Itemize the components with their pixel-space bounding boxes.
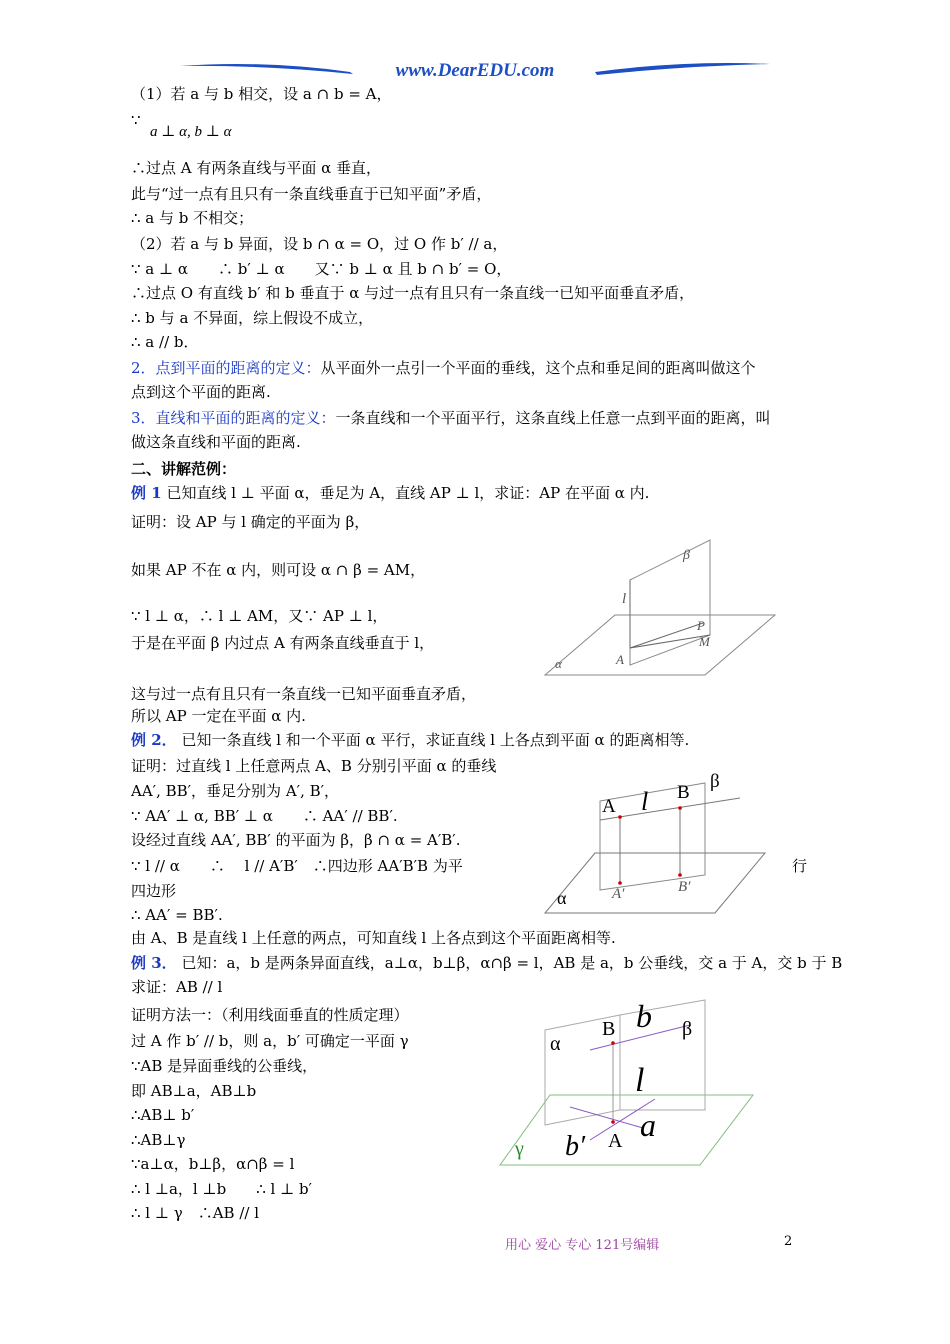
fig2-label-alpha: α xyxy=(557,888,567,908)
fig2-label-B-prime: B′ xyxy=(678,879,691,895)
fig2-label-l: l xyxy=(641,787,649,816)
ex2-proof-7: 四边形 xyxy=(131,882,177,900)
example-1-statement: 已知直线 l ⊥ 平面 α，垂足为 A，直线 AP ⊥ l，求证：AP 在平面 α 内. xyxy=(166,484,650,502)
example-3-goal: 求证：AB // l xyxy=(131,978,223,996)
site-header xyxy=(175,52,775,88)
ex2-proof-5: ∵ l // α ∴ l // A′B′ ∴四边形 AA′B′B 为平 xyxy=(131,857,463,875)
example-3-statement: 已知：a，b 是两条异面直线，a⊥α，b⊥β，α∩β = l，AB 是 a，b 公垂线，交 a 于 A，交 b 于 B xyxy=(181,954,843,972)
proof-line-8: ∵ a ⊥ α ∴ b′ ⊥ α 又∵ b ⊥ α 且 b ∩ b′ = O， xyxy=(131,260,512,278)
example-2 xyxy=(131,730,689,750)
proof-line-3: a ⊥ α, b ⊥ α xyxy=(150,124,232,140)
fig3-label-b-prime: b′ xyxy=(565,1131,586,1162)
figure-1 xyxy=(540,535,780,680)
proof-line-5: 此与“过一点有且只有一条直线垂直于已知平面”矛盾， xyxy=(131,185,492,203)
fig1-label-beta: β xyxy=(683,548,690,563)
proof-line-11: ∴ a // b． xyxy=(131,333,199,351)
fig3-label-l: l xyxy=(635,1062,645,1099)
ex1-proof-5: 这与过一点有且只有一条直线一已知平面垂直矛盾， xyxy=(131,685,477,703)
figure-2 xyxy=(540,765,770,915)
proof-line-2: ∵ xyxy=(131,111,141,129)
ex2-proof-6: 行 xyxy=(792,857,808,875)
ex3-proof-8: ∴ l ⊥a，l ⊥b ∴ l ⊥ b′ xyxy=(131,1180,312,1198)
header-logo-text[interactable]: www.DearEDU.com xyxy=(395,60,555,81)
definition-2-title: 2．点到平面的距离的定义： xyxy=(131,359,321,377)
ex1-proof-3: ∵ l ⊥ α，∴ l ⊥ AM，又∵ AP ⊥ l， xyxy=(131,607,388,625)
fig3-label-gamma: γ xyxy=(515,1138,524,1160)
ex3-proof-5: ∴AB⊥ b′ xyxy=(131,1106,195,1124)
fig2-label-B: B xyxy=(677,782,690,803)
ex3-proof-3: ∵AB 是异面垂线的公垂线， xyxy=(131,1057,318,1075)
ex3-proof-1: 证明方法一：（利用线面垂直的性质定理） xyxy=(131,1006,409,1024)
ex3-proof-4: 即 AB⊥a，AB⊥b xyxy=(131,1082,257,1100)
definition-2-text: 从平面外一点引一个平面的垂线，这个点和垂足间的距离叫做这个 xyxy=(320,359,756,377)
proof-line-4: ∴过点 A 有两条直线与平面 α 垂直， xyxy=(131,159,382,177)
fig3-label-b: b xyxy=(636,998,652,1034)
ex1-proof-2: 如果 AP 不在 α 内，则可设 α ∩ β = AM， xyxy=(131,561,426,579)
fig2-label-A: A xyxy=(602,796,616,817)
fig1-label-l: l xyxy=(622,591,627,607)
definition-3-title: 3．直线和平面的距离的定义： xyxy=(131,409,336,427)
page-number: 2 xyxy=(784,1234,793,1249)
fig2-label-A-prime: A′ xyxy=(612,886,625,902)
fig1-label-A: A xyxy=(616,652,624,667)
proof-line-9: ∴过点 O 有直线 b′ 和 b 垂直于 α 与过一点有且只有一条直线一已知平面垂直矛盾， xyxy=(131,284,695,302)
ex2-proof-9: 由 A、B 是直线 l 上任意的两点，可知直线 l 上各点到这个平面距离相等. xyxy=(131,929,616,947)
ex3-proof-9: ∴ l ⊥ γ ∴AB // l xyxy=(131,1204,260,1222)
ex3-proof-2: 过 A 作 b′ // b，则 a，b′ 可确定一平面 γ xyxy=(131,1032,409,1050)
definition-3 xyxy=(131,408,771,428)
example-3 xyxy=(131,953,842,973)
proof-line-7: （2）若 a 与 b 异面，设 b ∩ α = O，过 O 作 b′ // a， xyxy=(131,235,508,253)
example-1 xyxy=(131,483,649,503)
ex1-proof-4: 于是在平面 β 内过点 A 有两条直线垂直于 l， xyxy=(131,634,435,652)
fig3-label-B: B xyxy=(602,1018,616,1040)
proof-line-6: ∴ a 与 b 不相交； xyxy=(131,209,254,227)
example-2-label: 例 2． xyxy=(131,731,177,749)
ex2-proof-1: 证明：过直线 l 上任意两点 A、B 分别引平面 α 的垂线 xyxy=(131,757,497,775)
ex2-proof-2: AA′, BB′，垂足分别为 A′, B′， xyxy=(131,782,340,800)
ex3-proof-7: ∵a⊥α，b⊥β，α∩β = l xyxy=(131,1155,295,1173)
fig3-label-beta: β xyxy=(682,1018,693,1040)
section-heading: 二、讲解范例： xyxy=(131,460,237,478)
definition-3-text: 一条直线和一个平面平行，这条直线上任意一点到平面的距离，叫 xyxy=(335,409,771,427)
figure-3 xyxy=(495,995,755,1167)
fig3-label-alpha: α xyxy=(550,1033,561,1055)
fig3-label-A: A xyxy=(608,1130,623,1152)
ex2-proof-8: ∴ AA′ = BB′. xyxy=(131,906,223,924)
fig3-label-a: a xyxy=(640,1107,656,1143)
ex1-proof-1: 证明：设 AP 与 l 确定的平面为 β， xyxy=(131,513,370,531)
definition-3-cont: 做这条直线和平面的距离. xyxy=(131,433,301,451)
footer-text: 用心 爱心 专心 121号编辑 xyxy=(505,1238,660,1253)
fig1-label-alpha: α xyxy=(555,656,562,671)
ex1-proof-6: 所以 AP 一定在平面 α 内. xyxy=(131,707,306,725)
fig2-label-beta: β xyxy=(710,771,720,792)
ex3-proof-6: ∴AB⊥γ xyxy=(131,1131,186,1149)
proof-line-1: （1）若 a 与 b 相交，设 a ∩ b = A， xyxy=(131,85,392,103)
definition-2 xyxy=(131,358,756,378)
fig1-label-P: P xyxy=(697,618,705,633)
example-2-statement: 已知一条直线 l 和一个平面 α 平行，求证直线 l 上各点到平面 α 的距离相等. xyxy=(181,731,690,749)
definition-2-cont: 点到这个平面的距离. xyxy=(131,383,271,401)
example-3-label: 例 3． xyxy=(131,954,177,972)
header-swoosh-icon xyxy=(175,52,775,88)
proof-line-10: ∴ b 与 a 不异面，综上假设不成立， xyxy=(131,309,374,327)
fig1-label-M: M xyxy=(699,634,710,649)
example-1-label: 例 1 xyxy=(131,484,162,502)
ex2-proof-4: 设经过直线 AA′, BB′ 的平面为 β，β ∩ α = A′B′. xyxy=(131,831,461,849)
ex2-proof-3: ∵ AA′ ⊥ α, BB′ ⊥ α ∴ AA′ // BB′. xyxy=(131,807,398,825)
